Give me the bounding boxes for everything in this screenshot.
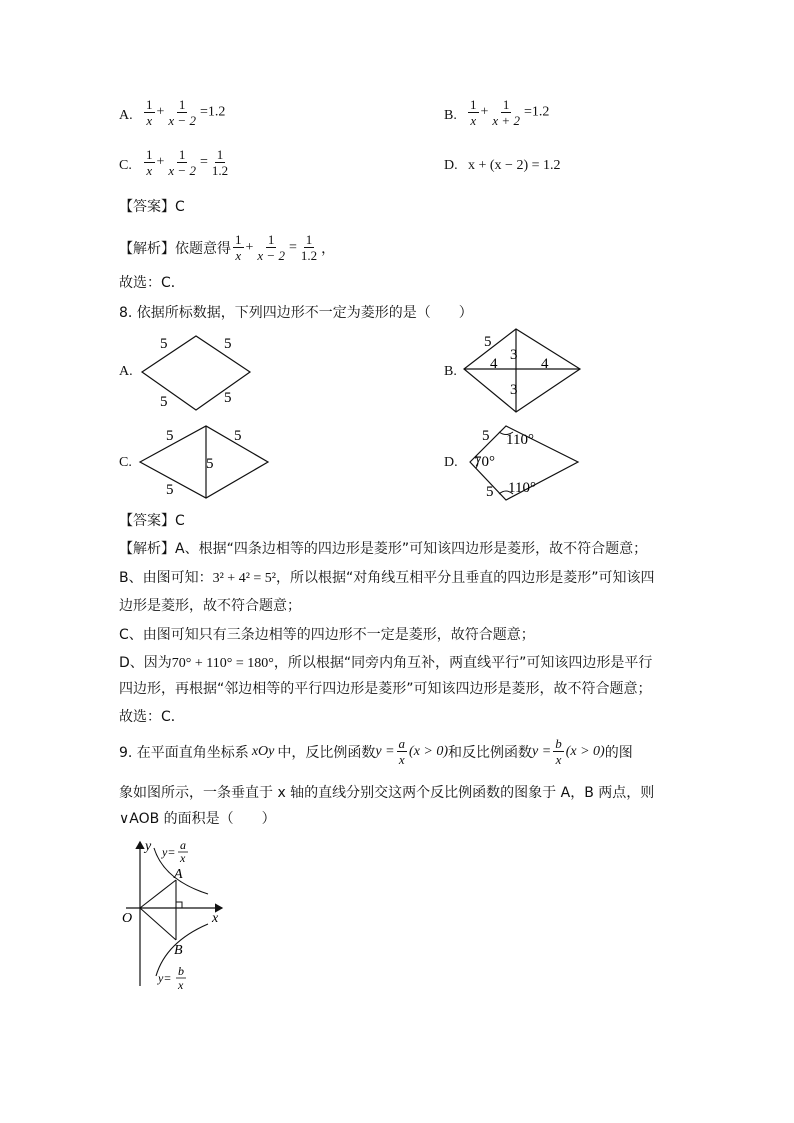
fraction-numerator: 1 [178,147,186,162]
q8-answer: 【答案】C [119,513,185,529]
quadrilateral-figure-d [462,420,584,504]
equals-sign: = [523,104,532,120]
q8-stem: 8. 依据所标数据，下列四边形不一定为菱形的是（ ） [119,305,473,321]
q7-option-c-formula [142,147,232,178]
fraction-denominator: 1.2 [211,163,229,178]
q8-option-a-label: A. [119,364,133,379]
analysis-text: 【解析】依题意得 [119,240,231,257]
curve-b-lhs: y= [158,971,172,985]
fraction-denominator: x [235,248,242,263]
side-label: 5 [234,428,242,444]
q9-stem-line-3: ∨AOB 的面积是（ ） [119,811,276,827]
q7-option-a-formula [142,97,225,128]
stem-text: 的图 [604,744,633,761]
right-angle-mark [176,902,182,908]
rhombus-figure-b [460,326,584,416]
fraction-denominator: x [555,752,562,767]
fraction-denominator: 1.2 [300,248,318,263]
q7-option-b-formula [466,97,549,128]
inverse-function-graph [118,836,230,992]
fraction-numerator: b [555,736,562,751]
segment-OB [140,908,176,940]
side-label: 5 [486,484,494,500]
q7-option-c-label: C. [119,158,132,173]
fraction-denominator: x [398,752,405,767]
fraction-denominator: x [146,163,153,178]
value-text: 1.2 [207,104,226,120]
side-label: 5 [166,482,174,498]
y-axis-label: y [145,839,152,854]
q7-answer: 【答案】C [119,199,185,215]
q7-analysis [119,232,335,263]
fraction-numerator: 1 [146,147,153,162]
fraction-denominator: x [146,113,153,128]
domain-condition: (x > 0) [565,743,605,759]
fraction-numerator: 1 [267,232,275,247]
stem-text: 和反比例函数 [448,744,533,761]
segment-OA [140,880,176,908]
curve-a-numerator: a [180,838,186,852]
function-lhs: y = [375,743,395,759]
plus-sign: + [156,154,165,170]
rhombus-figure-a [136,330,256,416]
fraction-numerator: 1 [470,97,477,112]
q8-analysis-line-6: 四边形，再根据“邻边相等的平行四边形是菱形”可知该四边形是菱形，故不符合题意； [119,681,652,697]
equals-sign: = [199,104,208,120]
curve-b-denominator: x [178,978,184,992]
q8-analysis-line-5 [119,652,652,672]
fraction-numerator: 1 [178,97,186,112]
formula-text: 70° + 110° = 180° [171,656,274,671]
fraction-denominator: x − 2 [168,113,196,128]
plus-sign: + [156,104,165,120]
q7-choose: 故选：C． [119,275,185,291]
half-diagonal-label: 4 [541,356,549,372]
side-label: 5 [166,428,174,444]
fraction-numerator: 1 [502,97,510,112]
side-label: 5 [224,336,232,352]
fraction-numerator: 1 [146,97,153,112]
point-B-label: B [174,943,183,958]
diagonal-label: 5 [206,456,214,472]
curve-b-numerator: b [178,964,184,978]
half-diagonal-label: 3 [510,382,518,398]
stem-text: 9. 在平面直角坐标系 [119,744,249,761]
side-label: 5 [224,390,232,406]
q9-stem-line-1 [119,736,633,767]
point-A-label: A [174,867,183,882]
x-axis-label: x [212,911,219,926]
fraction-denominator: x − 2 [168,163,196,178]
q8-option-c-label: C. [119,455,132,470]
fraction-denominator: x [470,113,477,128]
q7-option-a-label: A. [119,108,133,123]
q8-option-d-label: D. [444,455,458,470]
fraction-denominator: x − 2 [257,248,285,263]
rhombus-figure-c [136,420,272,504]
side-label: 5 [484,334,492,350]
fraction-denominator: x + 2 [492,113,520,128]
fraction-numerator: 1 [235,232,242,247]
q8-analysis-line-3: 边形是菱形，故不符合题意； [119,598,301,614]
q8-analysis-line-4: C、由图可知只有三条边相等的四边形不一定是菱形，故符合题意； [119,627,535,643]
domain-condition: (x > 0) [409,743,449,759]
curve-a-lhs: y= [162,845,176,859]
q7-option-d-label: D. [444,158,458,173]
analysis-text: ，所以根据“对角线互相平分且垂直的四边形是菱形”可知该四 [276,570,655,586]
side-label: 5 [482,428,490,444]
q8-analysis-line-1: 【解析】A、根据“四条边相等的四边形是菱形”可知该四边形是菱形，故不符合题意； [119,541,648,557]
equals-sign: = [288,239,297,255]
stem-text: 中，反比例函数 [277,744,376,761]
half-diagonal-label: 3 [510,347,518,363]
angle-label: 110° [506,432,534,448]
equals-sign: = [199,154,208,170]
angle-label: 110° [508,480,536,496]
q9-stem-line-2: 象如图所示，一条垂直于 x 轴的直线分别交这两个反比例函数的图象于 A，B 两点，则 [119,785,655,801]
analysis-text: D、因为 [119,655,172,671]
formula-text: 3² + 4² = 5² [212,571,276,586]
fraction-numerator: 1 [305,232,313,247]
analysis-text: B、由图可知： [119,570,213,586]
q8-analysis-line-2 [119,567,655,587]
side-label: 5 [160,336,168,352]
fraction-numerator: 1 [216,147,224,162]
punctuation: ， [321,240,336,257]
fraction-numerator: a [398,736,406,751]
half-diagonal-label: 4 [490,356,498,372]
q8-choose: 故选：C． [119,709,185,725]
value-text: 1.2 [531,104,550,120]
coordinate-system-label: xOy [251,743,275,759]
analysis-text: ，所以根据“同旁内角互补，两直线平行”可知该四边形是平行 [273,655,653,671]
angle-label: 70° [474,454,495,470]
function-lhs: y = [532,743,552,759]
origin-label: O [122,911,133,926]
plus-sign: + [245,239,254,255]
side-label: 5 [160,394,168,410]
q7-option-d-formula: x + (x − 2) = 1.2 [468,158,561,173]
q7-option-b-label: B. [444,108,457,123]
q8-option-b-label: B. [444,364,457,379]
curve-a-denominator: x [180,851,186,865]
plus-sign: + [480,104,489,120]
